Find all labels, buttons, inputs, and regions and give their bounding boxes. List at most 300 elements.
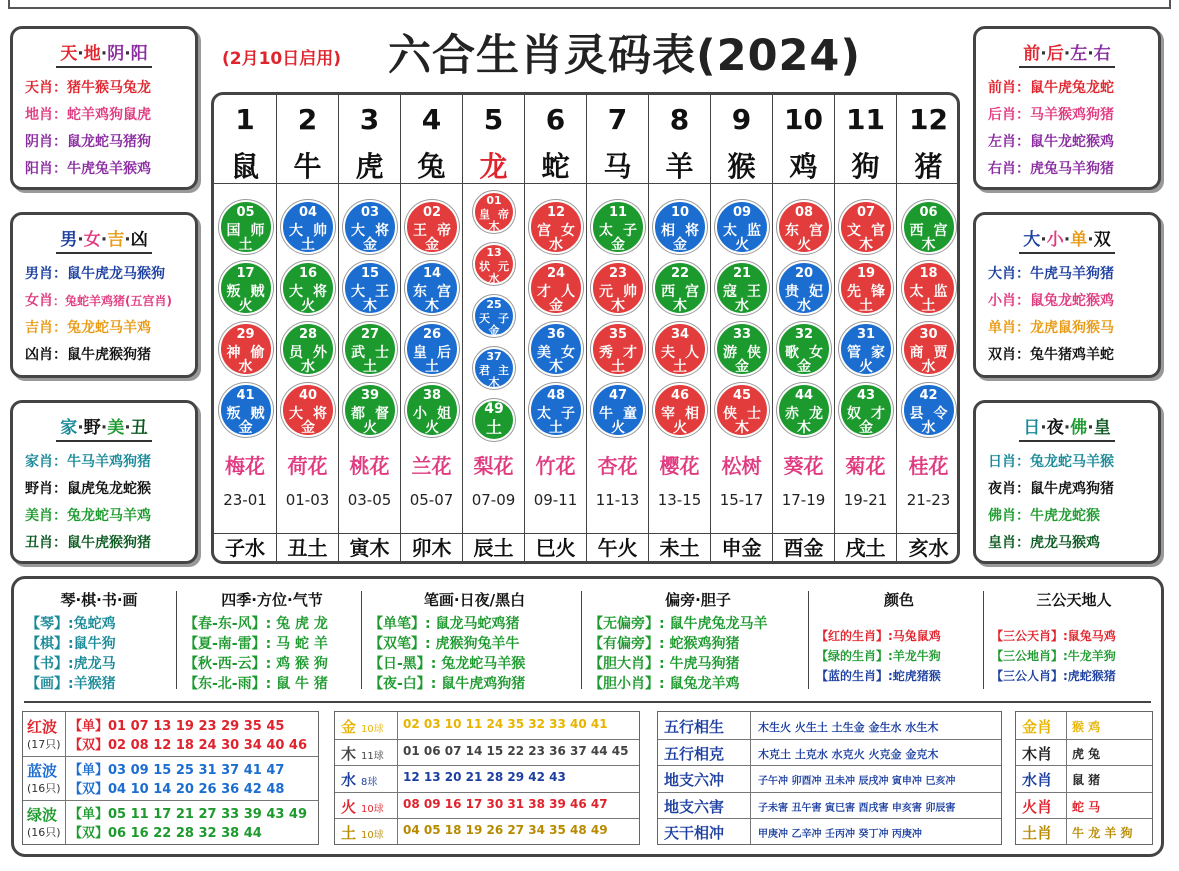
left-title-char: 家 [60, 418, 78, 438]
ball-element: 木 [488, 376, 500, 389]
right-title-char: 日 [1023, 418, 1041, 438]
zodiac-column-10 [773, 95, 835, 561]
section-line: 【书】:虎龙马 [26, 656, 116, 672]
column-number: 7 [607, 103, 628, 136]
element-zodiac-text: 鼠 猪 [1072, 773, 1101, 788]
ball-title-left: 员 [289, 345, 303, 361]
wave-single: 【单】05 11 17 21 27 33 39 43 49 [69, 807, 308, 822]
right-panel-line [988, 104, 1114, 124]
number-ball [473, 295, 515, 337]
ball-title-left: 才 [537, 284, 551, 300]
right-panel-title-text [1019, 225, 1114, 254]
ball-title-right: 才 [871, 406, 885, 422]
number-ball [219, 261, 273, 315]
ball-title-right: 王 [747, 284, 761, 300]
relation-row-divider [658, 792, 1001, 793]
wave-count: (16只) [27, 826, 61, 839]
number-ball [281, 322, 335, 376]
left-line-label: 丑肖 [25, 535, 53, 551]
zodiac-name: 龙 [479, 150, 508, 183]
earthly-branch: 午火 [597, 536, 638, 560]
zodiac-column-3 [339, 95, 401, 561]
ball-title-right: 龙 [809, 406, 823, 422]
number-ball [343, 261, 397, 315]
ball-number: 30 [919, 327, 938, 342]
number-ball [902, 200, 956, 254]
zodiac-name: 蛇 [541, 150, 570, 183]
right-line-label: 大肖 [988, 266, 1016, 282]
ball-title-right: 帅 [623, 284, 637, 300]
right-title-char: 双 [1093, 230, 1111, 250]
column-number: 3 [359, 103, 380, 136]
ball-element: 土 [673, 359, 687, 375]
element-row-divider [335, 739, 639, 740]
ball-element: 土 [485, 418, 502, 437]
section-line: 【琴】:兔蛇鸡 [26, 616, 116, 632]
left-line-label: 阴肖 [25, 134, 53, 150]
right-title-char: 小 [1046, 230, 1064, 250]
column-number: 1 [235, 103, 255, 136]
left-panel-line [25, 317, 151, 337]
ball-number: 16 [298, 266, 318, 281]
ball-title-right: 子 [623, 223, 637, 239]
zodiac-column-2 [277, 95, 339, 561]
number-ball [529, 200, 583, 254]
right-panel-title [976, 413, 1158, 442]
number-ball [653, 383, 707, 437]
ball-title-right: 王 [375, 284, 389, 300]
category-section [24, 579, 174, 695]
ball-title-right: 女 [561, 345, 575, 361]
relation-label: 五行相克 [664, 744, 725, 763]
ball-element: 金 [673, 237, 687, 253]
flower-name: 松树 [721, 454, 762, 478]
right-line-text: ：鼠兔龙蛇猴鸡 [1016, 293, 1114, 309]
ball-element: 水 [921, 359, 936, 375]
ball-title-left: 大 [289, 406, 303, 422]
left-title-char: · [124, 44, 131, 64]
section-line: 【三公天肖】:鼠兔马鸡 [991, 629, 1116, 643]
element-zodiac-text: 蛇 马 [1072, 799, 1101, 814]
number-ball [529, 261, 583, 315]
ball-title-left: 太 [537, 406, 551, 422]
ball-element: 土 [859, 298, 873, 314]
section-title: 三公天地人 [1036, 591, 1112, 609]
left-panel-title-text [56, 39, 151, 68]
number-ball [281, 261, 335, 315]
hour-range: 13-15 [657, 491, 702, 509]
number-ball [902, 322, 956, 376]
ball-title-right: 偷 [250, 345, 265, 361]
left-panel-title-text [56, 225, 151, 254]
right-title-char: · [1087, 44, 1094, 64]
zodiac-name: 猪 [914, 150, 943, 183]
ball-title-right: 家 [871, 345, 885, 361]
number-ball [281, 383, 335, 437]
wave-name: 红波 [27, 718, 58, 736]
number-ball [473, 347, 515, 389]
zodiac-column-1 [214, 95, 277, 561]
column-number: 9 [731, 103, 752, 136]
relation-row-divider [658, 739, 1001, 740]
right-panel-line [988, 344, 1114, 364]
element-name: 金 [341, 718, 357, 736]
section-line: 【三公地肖】:牛龙羊狗 [991, 649, 1116, 663]
ball-number: 11 [608, 205, 628, 220]
number-ball [529, 383, 583, 437]
zodiac-name: 羊 [665, 150, 694, 183]
left-line-text: ：兔蛇羊鸡猪(五宫肖) [53, 294, 172, 308]
left-line-label: 家肖 [25, 454, 53, 470]
category-section [989, 579, 1159, 695]
ball-number: 12 [546, 205, 566, 220]
ball-element: 水 [735, 298, 749, 314]
number-ball [405, 322, 459, 376]
ball-number: 10 [670, 205, 690, 220]
element-zodiac-row-divider [1016, 792, 1152, 793]
right-panel-line [988, 532, 1100, 552]
right-panel-line [988, 263, 1114, 283]
zodiac-column-4 [401, 95, 463, 561]
hour-range: 19-21 [843, 491, 888, 509]
left-line-text: ：蛇羊鸡狗鼠虎 [53, 107, 151, 123]
wave-count: (16只) [27, 782, 61, 795]
ball-title-left: 天 [479, 312, 490, 325]
relation-row-divider [658, 765, 1001, 766]
ball-title-left: 大 [351, 284, 365, 300]
zodiac-number-grid [211, 92, 960, 564]
element-zodiac-text: 虎 兔 [1072, 746, 1101, 761]
ball-title-left: 商 [909, 345, 924, 361]
earthly-branch: 申金 [721, 536, 762, 560]
column-number: 12 [909, 103, 948, 136]
number-ball [839, 383, 893, 437]
section-title: 偏旁·胆子 [665, 591, 731, 609]
ball-number: 25 [486, 298, 502, 311]
left-line-text: ：鼠牛虎猴狗猪 [53, 535, 151, 551]
ball-element: 土 [425, 359, 439, 375]
ball-number: 48 [546, 388, 566, 403]
number-ball [343, 383, 397, 437]
relation-label: 天干相冲 [664, 824, 725, 843]
left-panel-2 [10, 212, 198, 378]
number-ball [902, 383, 956, 437]
section-divider [24, 701, 1151, 703]
left-line-label: 凶肖 [25, 347, 53, 363]
right-line-label: 左肖 [988, 134, 1016, 150]
zodiac-name: 马 [603, 150, 632, 183]
left-line-label: 野肖 [25, 481, 53, 497]
right-line-text: ：虎兔马羊狗猪 [1016, 161, 1114, 177]
number-ball [715, 322, 769, 376]
left-panel-line [25, 290, 172, 310]
left-line-label: 女肖 [25, 293, 53, 309]
left-title-char: 野 [83, 418, 101, 438]
left-title-char: 地 [83, 44, 101, 64]
number-ball [653, 261, 707, 315]
left-panel-line [25, 344, 151, 364]
ball-number: 06 [919, 205, 938, 220]
ball-number: 44 [794, 388, 814, 403]
relation-text: 子午冲 卯酉冲 丑未冲 辰戌冲 寅申冲 巳亥冲 [758, 776, 956, 788]
left-title-char: · [100, 418, 108, 438]
ball-number: 15 [360, 266, 380, 281]
ball-number: 02 [422, 205, 442, 220]
ball-element: 水 [488, 272, 500, 285]
left-title-char: · [100, 230, 108, 250]
number-ball [281, 200, 335, 254]
left-title-char: · [77, 418, 84, 438]
left-line-label: 阳肖 [25, 161, 53, 177]
right-line-label: 夜肖 [988, 481, 1016, 497]
hour-range: 21-23 [906, 491, 951, 509]
relation-text: 甲庚冲 乙辛冲 壬丙冲 癸丁冲 丙庚冲 [758, 829, 922, 841]
right-title-char: 皇 [1093, 418, 1111, 438]
left-line-text: ：鼠牛虎龙马猴狗 [53, 266, 165, 282]
right-line-text: ：牛虎马羊狗猪 [1016, 266, 1114, 282]
wave-single: 【单】01 07 13 19 23 29 35 45 [69, 719, 285, 734]
wave-row-divider [23, 800, 318, 801]
ball-number: 29 [236, 327, 255, 342]
relation-label: 地支六害 [664, 797, 725, 816]
category-section [814, 579, 984, 695]
section-line: 【胆大肖】: 牛虎马狗猪 [589, 656, 740, 672]
left-line-text: ：鼠龙蛇马猪狗 [53, 134, 151, 150]
ball-element: 木 [673, 298, 687, 314]
ball-number: 19 [856, 266, 876, 281]
ball-title-left: 武 [351, 345, 365, 361]
ball-title-left: 文 [847, 223, 861, 239]
ball-number: 45 [732, 388, 752, 403]
ball-element: 水 [549, 237, 563, 253]
ball-title-right: 宫 [685, 284, 699, 300]
ball-title-right: 贼 [250, 284, 265, 300]
ball-element: 金 [238, 420, 253, 436]
ball-title-left: 秀 [599, 345, 613, 361]
ball-title-left: 侠 [723, 406, 737, 422]
right-line-label: 右肖 [988, 161, 1016, 177]
ball-number: 42 [919, 388, 938, 403]
element-zodiac-text: 猴 鸡 [1072, 720, 1101, 734]
ball-element: 火 [797, 237, 811, 253]
element-row-divider [335, 765, 639, 766]
category-section [367, 579, 582, 695]
left-panel-title [13, 225, 195, 254]
left-line-text: ：兔龙蛇马羊鸡 [53, 320, 151, 336]
ball-number: 27 [360, 327, 380, 342]
section-line: 【蓝的生肖】:蛇虎猪猴 [816, 669, 941, 683]
ball-element: 水 [238, 359, 253, 375]
relation-text: 木克土 土克水 水克火 火克金 金克木 [758, 747, 939, 761]
ball-element: 土 [238, 237, 253, 253]
right-title-char: 前 [1023, 44, 1041, 64]
ball-title-left: 东 [413, 284, 427, 300]
left-panel-line [25, 263, 165, 283]
ball-title-left: 县 [909, 406, 924, 422]
section-line: 【夏-南-雷】: 马 蛇 羊 [184, 636, 328, 652]
right-panel-line [988, 317, 1114, 337]
ball-title-right: 令 [933, 406, 948, 422]
number-ball [839, 200, 893, 254]
left-title-char: 阴 [107, 44, 125, 64]
number-ball [777, 261, 831, 315]
ball-element: 木 [859, 237, 873, 253]
ball-element: 土 [549, 420, 563, 436]
right-line-label: 后肖 [988, 107, 1016, 123]
left-panel-line [25, 104, 151, 124]
right-title-char: · [1040, 418, 1047, 438]
element-numbers: 12 13 20 21 28 29 42 43 [403, 770, 566, 785]
ball-element: 木 [735, 420, 749, 436]
left-line-label: 美肖 [25, 508, 53, 524]
ball-title-right: 宫 [437, 284, 451, 300]
number-ball [219, 200, 273, 254]
zodiac-name: 猴 [727, 150, 756, 183]
ball-element: 木 [797, 420, 811, 436]
ball-title-left: 奴 [847, 406, 861, 422]
ball-element: 火 [238, 298, 253, 314]
earthly-branch: 卯木 [411, 536, 452, 560]
ball-title-left: 西 [909, 223, 924, 239]
right-title-char: 右 [1093, 44, 1111, 64]
element-count: 10球 [361, 830, 384, 842]
relation-label: 五行相生 [664, 718, 725, 736]
start-date-note: (2月10日启用) [222, 49, 342, 69]
bottom-reference-panel [11, 576, 1164, 857]
right-line-text: ：龙虎鼠狗猴马 [1016, 320, 1114, 336]
right-line-label: 皇肖 [988, 535, 1016, 551]
section-line: 【东-北-雨】: 鼠 牛 猪 [184, 676, 328, 692]
ball-title-right: 女 [809, 345, 823, 361]
element-zodiac-label: 水肖 [1022, 771, 1053, 790]
earthly-branch: 戌土 [845, 536, 886, 560]
ball-title-left: 状 [479, 260, 490, 273]
ball-element: 金 [425, 237, 439, 253]
element-name: 木 [341, 744, 357, 763]
element-zodiac-text: 牛 龙 羊 狗 [1072, 826, 1133, 841]
earthly-branch: 未土 [659, 536, 700, 560]
hour-range: 17-19 [781, 491, 826, 509]
column-number: 8 [669, 103, 690, 136]
ball-number: 28 [298, 327, 318, 342]
ball-title-right: 将 [375, 223, 389, 239]
number-ball [219, 322, 273, 376]
wave-table [22, 711, 319, 845]
ball-title-left: 大 [289, 223, 303, 239]
zodiac-name: 鼠 [230, 150, 259, 183]
right-line-label: 小肖 [988, 293, 1016, 309]
flower-name: 杏花 [597, 454, 638, 478]
left-title-char: 凶 [130, 230, 148, 250]
ball-number: 20 [794, 266, 814, 281]
zodiac-column-7 [587, 95, 649, 561]
left-line-label: 男肖 [25, 266, 53, 282]
wave-name: 蓝波 [27, 762, 58, 780]
right-panel-2 [973, 212, 1161, 378]
flower-name: 葵花 [783, 454, 824, 478]
right-panel-title-text [1019, 39, 1114, 68]
ball-title-left: 寇 [723, 284, 737, 300]
section-title: 四季·方位·气节 [221, 591, 323, 609]
ball-number: 38 [422, 388, 442, 403]
page-title: 六合生肖灵码表(2024) [388, 31, 861, 81]
zodiac-name: 兔 [417, 150, 446, 183]
right-panel-title-text [1019, 413, 1114, 442]
ball-element: 木 [363, 298, 377, 314]
left-panel-line [25, 131, 151, 151]
zodiac-name: 虎 [355, 150, 384, 183]
ball-title-right: 童 [623, 406, 637, 422]
ball-title-left: 大 [351, 223, 365, 239]
column-number: 10 [784, 103, 823, 136]
ball-element: 木 [611, 298, 625, 314]
ball-element: 火 [859, 359, 873, 375]
category-section [587, 579, 809, 695]
ball-number: 40 [298, 388, 318, 403]
hour-range: 09-11 [533, 491, 578, 509]
section-line: 【双笔】: 虎猴狗兔羊牛 [369, 636, 520, 652]
ball-title-left: 元 [599, 284, 613, 300]
ball-number: 33 [732, 327, 752, 342]
hour-range: 03-05 [347, 491, 392, 509]
element-numbers: 04 05 18 19 26 27 34 35 48 49 [403, 823, 608, 838]
number-ball [473, 243, 515, 285]
ball-title-left: 歌 [785, 345, 799, 361]
earthly-branch: 丑土 [287, 536, 328, 560]
ball-element: 土 [363, 359, 377, 375]
ball-title-left: 美 [537, 345, 551, 361]
left-title-char: 美 [107, 418, 125, 438]
ball-number: 49 [484, 401, 504, 417]
wave-double: 【双】02 08 12 18 24 30 34 40 46 [69, 738, 308, 753]
earthly-branch: 巳火 [535, 536, 576, 560]
ball-title-left: 皇 [479, 208, 490, 221]
ball-title-left: 神 [226, 345, 241, 361]
earthly-branch: 辰土 [473, 536, 514, 560]
left-title-char: · [77, 230, 84, 250]
earthly-branch: 寅木 [349, 536, 390, 560]
element-zodiac-table [1015, 711, 1153, 845]
ball-number: 21 [732, 266, 752, 281]
ball-number: 26 [422, 327, 442, 342]
ball-element: 火 [611, 420, 625, 436]
element-zodiac-row-divider [1016, 739, 1152, 740]
ball-title-right: 锋 [871, 284, 885, 300]
number-ball [777, 322, 831, 376]
right-line-text: ：鼠牛虎鸡狗猪 [1016, 481, 1114, 497]
hour-range: 07-09 [471, 491, 516, 509]
element-zodiac-row-divider [1016, 818, 1152, 819]
number-ball [343, 200, 397, 254]
ball-title-left: 国 [226, 223, 241, 239]
left-panel-title [13, 39, 195, 68]
element-numbers: 08 09 16 17 30 31 38 39 46 47 [403, 796, 608, 811]
left-panel-line [25, 505, 151, 525]
ball-title-right: 将 [313, 406, 327, 422]
ball-title-right: 监 [747, 223, 761, 239]
number-ball [405, 200, 459, 254]
hour-range: 15-17 [719, 491, 764, 509]
ball-title-right: 贾 [933, 345, 948, 361]
number-ball [715, 200, 769, 254]
right-panel-title [976, 225, 1158, 254]
right-title-char: · [1063, 230, 1071, 250]
right-title-char: · [1040, 44, 1047, 64]
category-section [182, 579, 362, 695]
right-line-text: ：鼠牛龙蛇猴鸡 [1016, 134, 1114, 150]
left-title-char: · [124, 230, 131, 250]
ball-title-right: 元 [498, 260, 509, 273]
